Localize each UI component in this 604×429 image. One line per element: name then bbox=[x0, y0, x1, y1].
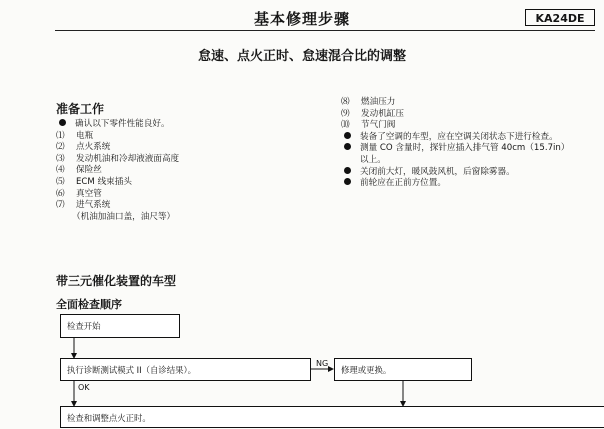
section-title: 怠速、点火正时、怠速混合比的调整 bbox=[197, 49, 406, 64]
list-item-note: （机油加油口盖，油尺等） bbox=[72, 211, 176, 222]
flow-start-box: 检查开始 bbox=[60, 314, 180, 338]
list-item: ⑸ ECM 线束插头 bbox=[56, 176, 132, 187]
page-header-title: 基本修理步骤 bbox=[253, 10, 350, 28]
bullet-item: 装备了空调的车型，应在空调关闭状态下进行检查。 bbox=[341, 132, 569, 144]
flow-ignition-box: 检查和调整点火正时。 bbox=[60, 406, 604, 428]
list-item: ⑵ 点火系统 bbox=[56, 142, 111, 153]
bullet-item: 测量 CO 含量时，探针应插入排气管 40cm（15.7in） bbox=[341, 143, 569, 155]
bullet-item: 前轮应在正前方位置。 bbox=[341, 178, 569, 190]
list-item: ⑷ 保险丝 bbox=[56, 165, 102, 176]
list-item: ⑽ 节气门阀 bbox=[341, 120, 396, 131]
catalyst-heading: 带三元催化装置的车型 bbox=[56, 274, 177, 288]
list-item: ⑹ 真空管 bbox=[56, 188, 102, 199]
flow-repair-box: 修理或更换。 bbox=[334, 358, 472, 381]
list-item: ⑶ 发动机油和冷却液液面高度 bbox=[56, 153, 180, 164]
engine-code-badge: KA24DE bbox=[525, 9, 595, 26]
prep-heading: 准备工作 bbox=[56, 102, 105, 116]
sequence-heading: 全面检查顺序 bbox=[56, 298, 122, 311]
list-item: ⑻ 燃油压力 bbox=[341, 97, 396, 107]
prep-intro: 确认以下零件性能良好。 bbox=[56, 119, 179, 131]
flow-ng-label: NG bbox=[316, 359, 329, 368]
list-item: ⑴ 电瓶 bbox=[56, 130, 94, 141]
bullet-item: 关闭前大灯，暖风鼓风机，后窗除雾器。 bbox=[341, 167, 569, 179]
list-item: ⑺ 进气系统 bbox=[56, 200, 111, 211]
flow-ok-label: OK bbox=[78, 383, 90, 392]
list-item: ⑼ 发动机缸压 bbox=[341, 108, 404, 119]
flow-diag-box: 执行诊断测试模式 II（自诊结果）。 bbox=[60, 358, 311, 381]
bullet-item-continued: 以上。 bbox=[360, 154, 386, 165]
